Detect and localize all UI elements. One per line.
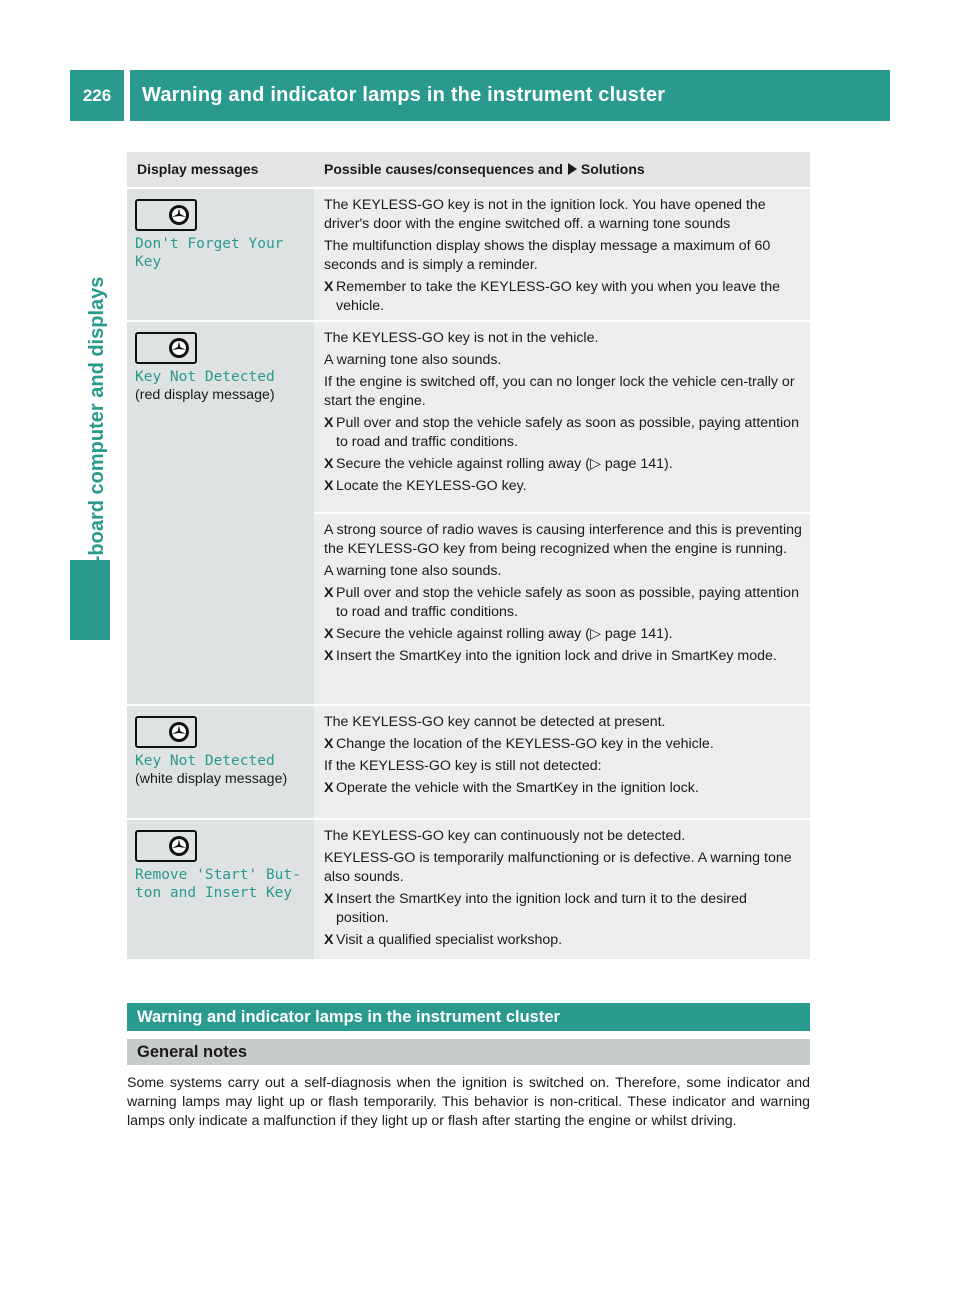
bullet-icon: X	[324, 478, 334, 494]
page-link[interactable]: page 141).	[604, 626, 673, 642]
page-link[interactable]: page 141).	[604, 456, 673, 472]
bullet-icon: X	[324, 780, 334, 796]
bullet-icon: X	[324, 891, 334, 907]
bullet-icon: X	[324, 456, 334, 472]
bullet-icon: X	[324, 415, 334, 431]
page-title: Warning and indicator lamps in the instrument cluster	[130, 70, 890, 121]
table-row: Key Not Detected (white display message) The KEYLESS-GO key cannot be detected at present. X Change the location of the KEYLESS-GO key in the vehicle. If the KEYLESS-GO key is still not detected: X Operate the vehicle with the SmartKey in the ignition lock.	[127, 704, 810, 818]
list-item: X Secure the vehicle against rolling away (▷ page 141).	[324, 626, 673, 642]
bullet-icon: X	[324, 585, 334, 601]
key-fob-icon	[135, 199, 197, 231]
list-item: X Locate the KEYLESS-GO key.	[324, 478, 527, 494]
display-message: Don't Forget Your	[135, 236, 284, 252]
display-message: Key Not Detected	[135, 753, 275, 769]
message-note: (white display message)	[135, 771, 288, 787]
display-message: Remove 'Start' But‐	[135, 867, 301, 883]
col-causes: Possible causes/consequences and Solutions	[324, 161, 645, 177]
table-header	[127, 152, 810, 187]
list-item: X Secure the vehicle against rolling away (▷ page 141).	[324, 456, 673, 472]
page-ref-icon: ▷	[589, 626, 601, 642]
bullet-icon: X	[324, 736, 334, 752]
table-row: Don't Forget Your Key The KEYLESS-GO key is not in the ignition lock. You have opened the driver's door with the engine switched off. a warning tone sounds The multifunction display shows the display message a maximum of 60 seconds and is simply a reminder. X Remember to take the KEYLESS-GO key with you when you leave the vehicle.	[127, 187, 810, 320]
display-message: Key Not Detected	[135, 369, 275, 385]
list-item: X Insert the SmartKey into the ignition lock and turn it to the desired position.	[324, 891, 747, 926]
body-paragraph: Some systems carry out a self-diagnosis when the ignition is switched on. Therefore, some indicator and warning lamps may light up or flash temporarily. This behavior is non-critical. These indicator and warning lamps only indicate a malfunction if they light up or flash after starting the engine or whilst driving.	[127, 1075, 810, 1129]
list-item: X Pull over and stop the vehicle safely as soon as possible, paying attention to road and traffic conditions.	[324, 585, 799, 620]
key-fob-icon	[135, 830, 197, 862]
side-tab-label: On-board computer and displays	[86, 276, 108, 590]
key-fob-icon	[135, 332, 197, 364]
bullet-icon: X	[324, 279, 334, 295]
message-note: (red display message)	[135, 387, 275, 403]
table-row: Key Not Detected (red display message) The KEYLESS-GO key is not in the vehicle. A warning tone also sounds. If the engine is switched off, you can no longer lock the vehicle cen-trally or start the engine. X Pull over and stop the vehicle safely as soon as possible, paying attention to road and traffic conditions. X Secure the vehicle against rolling away (▷ page 141). X Locate the KEYLESS-GO key. A strong source of radio waves is causing interference and this is preventing the KEYLESS-GO key from being recognized when the engine is running. A warning tone also sounds. X Pull over and stop the vehicle safely as soon as possible, paying attention to road and traffic conditions. X Secure the vehicle against rolling away (▷ page 141). X Insert the SmartKey into the ignition lock and drive in SmartKey mode.	[127, 320, 810, 704]
list-item: X Change the location of the KEYLESS-GO key in the vehicle.	[324, 736, 714, 752]
list-item: X Operate the vehicle with the SmartKey in the ignition lock.	[324, 780, 699, 796]
bullet-icon: X	[324, 626, 334, 642]
section-title: Warning and indicator lamps in the instrument cluster	[127, 1003, 810, 1031]
arrow-right-icon	[568, 163, 577, 175]
list-item: X Remember to take the KEYLESS-GO key with you when you leave the vehicle.	[324, 279, 780, 314]
page-header	[70, 70, 890, 121]
list-item: X Visit a qualified specialist workshop.	[324, 932, 563, 948]
list-item: X Pull over and stop the vehicle safely as soon as possible, paying attention to road and traffic conditions.	[324, 415, 799, 450]
page-number: 226	[70, 70, 124, 121]
section-subtitle: General notes	[127, 1039, 810, 1065]
messages-table	[127, 152, 810, 959]
col-display-messages: Display messages	[137, 161, 259, 177]
page-ref-icon: ▷	[589, 456, 601, 472]
table-row: Remove 'Start' But‐ ton and Insert Key The KEYLESS-GO key can continuously not be detected. KEYLESS-GO is temporarily malfunctioning or is defective. A warning tone also sounds. X Insert the SmartKey into the ignition lock and turn it to the desired position. X Visit a qualified specialist workshop.	[127, 818, 810, 959]
bullet-icon: X	[324, 648, 334, 664]
key-fob-icon	[135, 716, 197, 748]
bullet-icon: X	[324, 932, 334, 948]
list-item: X Insert the SmartKey into the ignition lock and drive in SmartKey mode.	[324, 648, 777, 664]
